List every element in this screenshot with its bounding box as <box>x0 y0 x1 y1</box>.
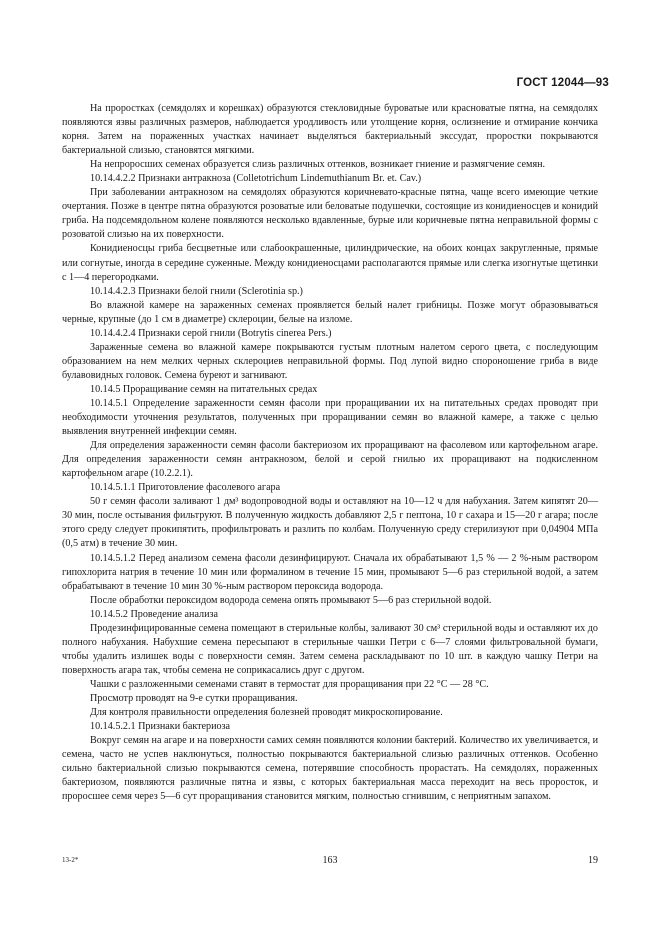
section-heading: 10.14.5 Проращивание семян на питательных средах <box>90 383 318 395</box>
paragraph: Конидиеносцы гриба бесцветные или слабоокрашенные, цилиндрические, на обоих концах закругленные, прямые или согнутые, иногда в середине суженные. Между конидиеносцами располагаются прямые или слегка изогнутые щетинки с 1—4 перегородками. <box>62 243 598 283</box>
section-heading: 10.14.5.2.1 Признаки бактериоза <box>90 721 231 733</box>
paragraph: Для контроля правильности определения болезней проводят микроскопирование. <box>90 707 443 719</box>
section-heading: 10.14.5.2 Проведение анализа <box>90 608 218 620</box>
paragraph: 10.14.5.1 Определение зараженности семян фасоли при проращивании их на питательных средах проводят при необходимости уточнения результатов, полученных при проращивании семян во влажной камере, а также с целью выявления внутренней инфекции семян. <box>62 397 598 438</box>
page-number: 19 <box>588 855 598 866</box>
paragraph: Во влажной камере на зараженных семенах проявляется белый налет грибницы. Позже могут образовываться черные, крупные (до 1 см в диаметре) склероции, белые на изломе. <box>62 299 598 325</box>
paragraph: Для определения зараженности семян фасоли бактериозом их проращивают на фасолевом или картофельном агаре. Для определения зараженности семян антракнозом, белой и серой гнилью их проращивают на подкисленном картофельном агаре (10.2.2.1). <box>62 440 598 480</box>
paragraph: Продезинфицированные семена помещают в стерильные колбы, заливают 30 см³ стерильной воды и оставляют их до полного набухания. Набухшие семена пересыпают в стерильные чашки Петри с 6—7 слоями фильтровальной бумаги, чтобы удалить излишек воды с поверхности семян. Затем семена раскладывают по 10 шт. в каждую чашку Петри на поверхность агара так, чтобы семена не соприкасались друг с другом. <box>62 622 598 676</box>
paragraph: После обработки пероксидом водорода семена опять промывают 5—6 раз стерильной водой. <box>90 594 492 606</box>
paragraph: Просмотр проводят на 9-е сутки проращивания. <box>90 692 298 704</box>
paragraph: 50 г семян фасоли заливают 1 дм³ водопроводной воды и оставляют на 10—12 ч для набухания. Затем кипятят 20—30 мин, после остывания фильтруют. В полученную жидкость добавляют 2,5 г пептона, 10 г сахара и 15—20 г агара; после этого среду следует прокипятить, профильтровать и разлить по колбам. Полученную среду стерилизуют при 0,04904 МПа (0,5 атм) в течение 30 мин. <box>62 496 598 550</box>
paragraph: Вокруг семян на агаре и на поверхности самих семян появляются колонии бактерий. Количество их увеличивается, и семена, часто не успев наклюнуться, полностью покрываются бактериальной слизью различных оттенков. Особенно сильно бактериальной слизью покрываются семена, потерявшие способность прорастать. На семядолях, пораженных бактериозом, появляются различные пятна и язвы, с которых бактериальная масса переходит на весь проросток, и проросшее семя через 5—6 сут проращивания становится мягким, полностью сгнившим, с неприятным запахом. <box>62 735 598 803</box>
paragraph: На непроросших семенах образуется слизь различных оттенков, возникает гниение и размягчение семян. <box>90 159 546 171</box>
page-footer <box>62 855 598 869</box>
paragraph: На проростках (семядолях и корешках) образуются стекловидные буроватые или красноватые пятна, на семядолях появляются язвы различных размеров, наблюдается уродливость или утолщение корня, ослизнение и отмирание кончика корня. Затем на пораженных участках начинает выделяться бактериальный экссудат, проростки покрываются бактериальной слизью, становятся мягкими. <box>62 103 598 157</box>
document-body <box>62 102 598 804</box>
paragraph: При заболевании антракнозом на семядолях образуются коричневато-красные пятна, чаще всего имеющие четкие очертания. Позже в центре пятна образуются розоватые или беловатые подушечки, состоящие из конидиеносцев и конидий гриба. На подсемядольном колене появляются несколько вдавленные, бурые или коричневые пятна неправильной формы с розоватой слизью на их поверхности. <box>62 187 598 241</box>
section-heading: 10.14.4.2.2 Признаки антракноза (Colletotrichum Lindemuthianum Br. et. Cav.) <box>90 173 422 185</box>
signature-mark: 13-2* <box>62 856 79 864</box>
section-heading: 10.14.4.2.4 Признаки серой гнили (Botrytis cinerea Pers.) <box>90 327 332 339</box>
paragraph: Чашки с разложенными семенами ставят в термостат для проращивания при 22 °С — 28 °С. <box>90 678 489 690</box>
section-heading: 10.14.4.2.3 Признаки белой гнили (Sclerotinia sp.) <box>90 285 303 297</box>
paragraph: Зараженные семена во влажной камере покрываются густым плотным налетом серого цвета, с последующим образованием на нем мелких черных склероциев неправильной формы. Под лупой видно спороношение гриба в виде булавовидных головок. Семена буреют и загнивают. <box>62 341 598 381</box>
document-header: ГОСТ 12044—93 <box>516 77 609 89</box>
page-number-center: 163 <box>322 855 338 866</box>
paragraph: 10.14.5.1.2 Перед анализом семена фасоли дезинфицируют. Сначала их обрабатывают 1,5 % — 2 %-ным раствором гипохлорита натрия в течение 10 мин или формалином в течение 15 мин, промывают 5—6 раз стерильной водой, а затем обрабатывают в течение 10 мин 30 %-ным раствором пероксида водорода. <box>62 552 598 592</box>
section-heading: 10.14.5.1.1 Приготовление фасолевого агара <box>90 482 281 494</box>
